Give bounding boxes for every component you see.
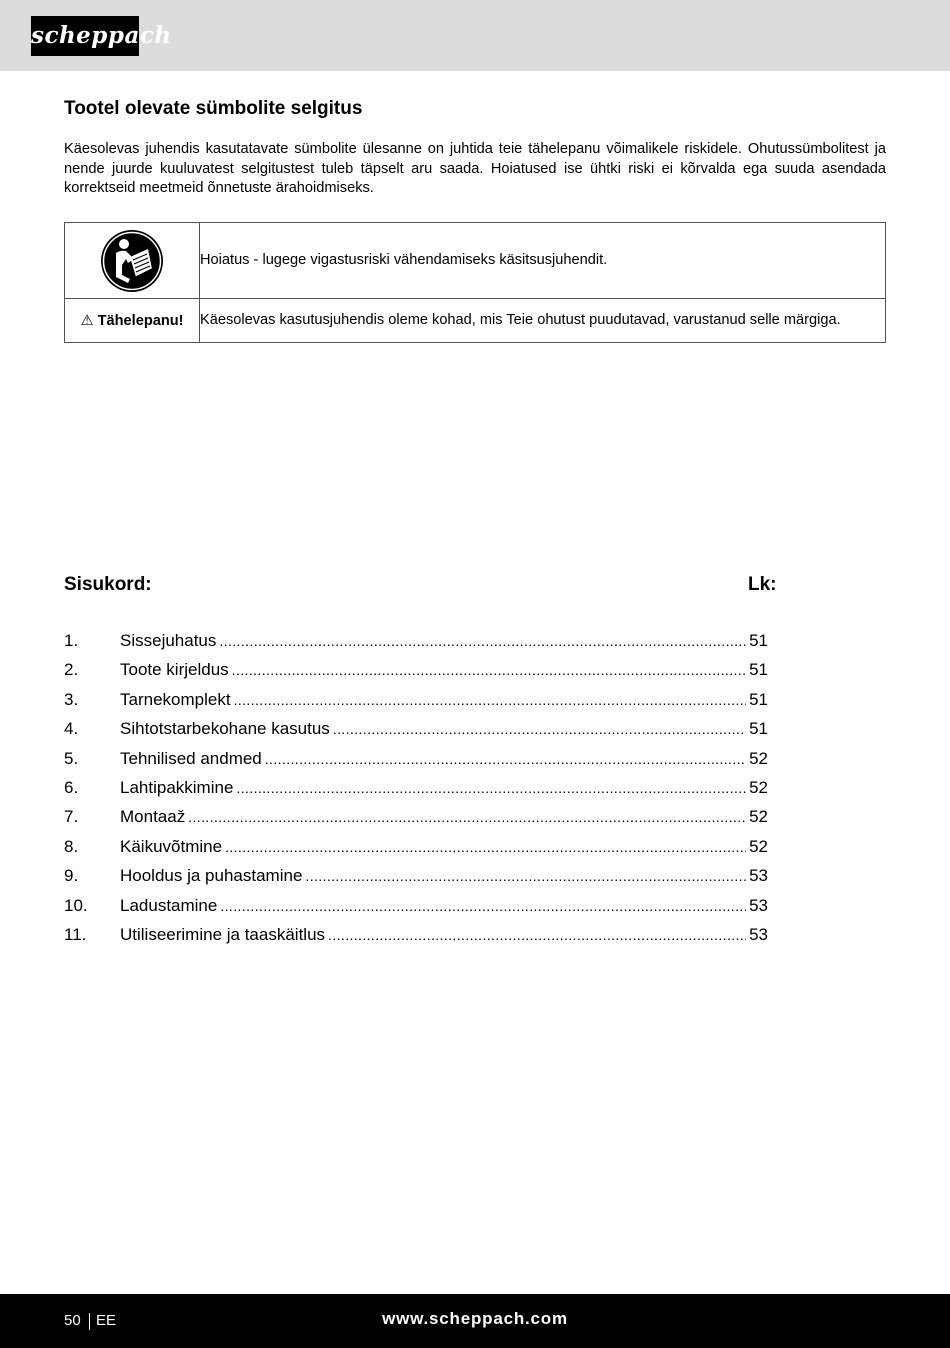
toc-leader — [328, 921, 746, 950]
website-link[interactable]: www.scheppach.com — [382, 1309, 568, 1328]
toc-leader — [333, 715, 746, 744]
symbol-table — [64, 222, 886, 343]
toc-leader — [220, 892, 746, 921]
toc-item[interactable] — [64, 655, 768, 684]
symbol-cell — [65, 223, 200, 299]
toc-number: 3. — [64, 689, 79, 709]
toc-item[interactable] — [64, 832, 768, 861]
toc-page: 51 — [749, 660, 768, 680]
toc-number: 4. — [64, 719, 79, 739]
toc-item[interactable] — [64, 685, 768, 714]
toc-title: Montaaž — [120, 807, 186, 827]
attention-label: ⚠ Tähelepanu! — [80, 313, 184, 329]
toc-leader — [236, 774, 746, 803]
page-footer — [0, 1294, 950, 1348]
toc-title: Ladustamine — [120, 895, 218, 915]
toc-item[interactable] — [64, 891, 768, 920]
section-title: Tootel olevate sümbolite selgitus — [64, 98, 363, 119]
toc-number: 5. — [64, 748, 79, 768]
toc-number: 10. — [64, 895, 88, 915]
scheppach-logo: scheppach — [31, 16, 139, 56]
toc-leader — [265, 745, 746, 774]
toc-number: 11. — [64, 924, 87, 944]
symbol-description: Käesolevas kasutusjuhendis oleme kohad, mis Teie ohutust puudutavad, varustanud selle märgiga. — [200, 299, 886, 343]
toc-title: Toote kirjeldus — [120, 660, 229, 680]
toc-title: Sihtotstarbekohane kasutus — [120, 719, 330, 739]
toc-number: 2. — [64, 660, 79, 680]
toc-item[interactable] — [64, 626, 768, 655]
toc-item[interactable] — [64, 861, 768, 890]
language-code: EE — [96, 1312, 117, 1329]
toc-leader — [225, 833, 746, 862]
symbol-row — [65, 223, 886, 299]
toc-page: 52 — [749, 748, 768, 768]
toc-title: Käikuvõtmine — [120, 836, 223, 856]
toc-page: 52 — [749, 836, 768, 856]
toc-item[interactable] — [64, 714, 768, 743]
page-number: 50 — [64, 1312, 81, 1329]
toc-page-heading: Lk: — [748, 574, 777, 595]
toc-number: 9. — [64, 866, 79, 886]
toc-number: 7. — [64, 807, 79, 827]
toc-title: Utiliseerimine ja taaskäitlus — [120, 924, 326, 944]
intro-paragraph: Käesolevas juhendis kasutatavate sümbolite ülesanne on juhtida teie tähelepanu võimalikele riskidele. Ohutussümbolitest ja nende juurde kuuluvatest selgitustest tuleb täpselt aru saada. Hoiatused ise ühtki riski ei kõrvalda ega suuda asendada korrektseid meetmeid õnnetuste ärahoidmiseks. — [64, 141, 886, 196]
toc-title: Sissejuhatus — [120, 631, 217, 650]
toc-page: 53 — [749, 895, 768, 915]
toc-title: Hooldus ja puhastamine — [120, 866, 303, 886]
toc-page: 53 — [749, 866, 768, 886]
toc-page: 51 — [749, 631, 768, 650]
symbol-description: Hoiatus - lugege vigastusriski vähendamiseks käsitsusjuhendit. — [200, 223, 886, 299]
symbol-row — [65, 299, 886, 343]
toc-title: Lahtipakkimine — [120, 777, 234, 797]
toc-title: Tehnilised andmed — [120, 748, 262, 768]
toc-number: 1. — [64, 631, 79, 650]
toc-page: 51 — [749, 719, 768, 739]
toc-leader — [305, 862, 746, 891]
toc-leader — [234, 686, 747, 715]
toc-number: 8. — [64, 836, 79, 856]
toc-title: Tarnekomplekt — [120, 689, 231, 709]
toc-number: 6. — [64, 777, 79, 797]
page-header — [0, 0, 950, 71]
toc-leader — [232, 656, 746, 685]
toc-heading: Sisukord: — [64, 574, 152, 595]
read-manual-icon — [100, 229, 164, 293]
toc-item[interactable] — [64, 773, 768, 802]
toc-page: 52 — [749, 777, 768, 797]
toc-item[interactable] — [64, 920, 768, 949]
toc-leader — [219, 627, 746, 656]
symbol-cell — [65, 299, 200, 343]
toc-item[interactable] — [64, 744, 768, 773]
toc-leader — [188, 803, 746, 832]
toc-page: 52 — [749, 807, 768, 827]
toc-page: 51 — [749, 689, 768, 709]
toc-list — [64, 626, 768, 949]
toc-item[interactable] — [64, 802, 768, 831]
toc-page: 53 — [749, 924, 768, 944]
